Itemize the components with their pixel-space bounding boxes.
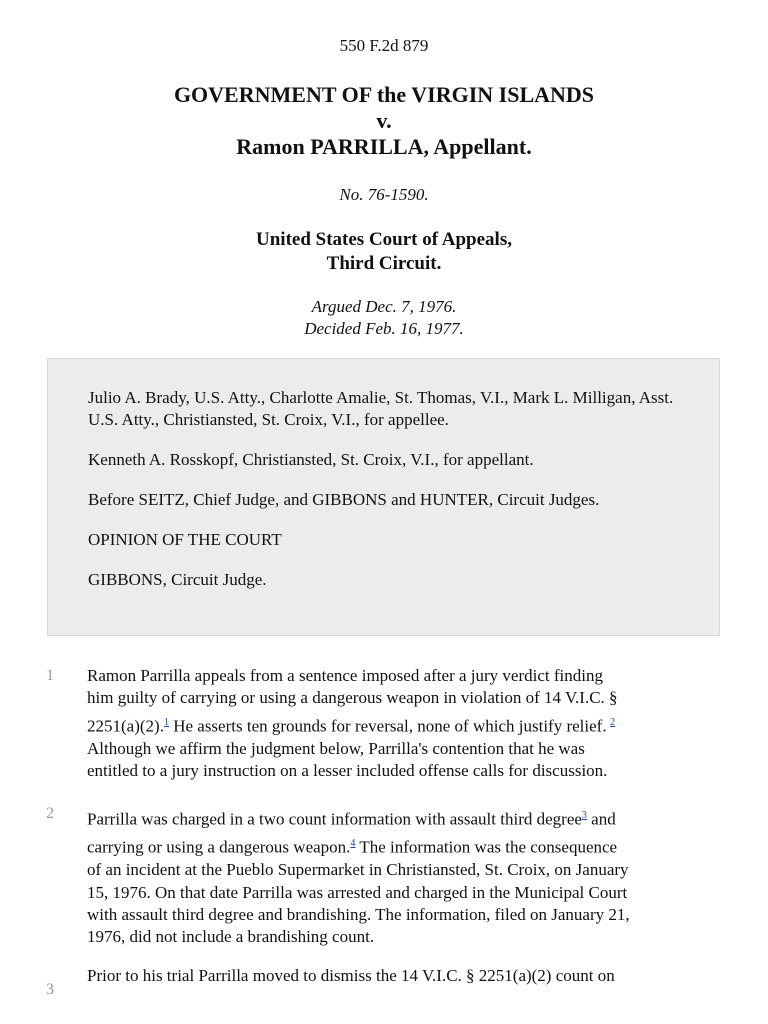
paragraph-text-run: Parrilla was charged in a two count information with assault third degree	[87, 809, 582, 829]
counsel-info-box	[47, 358, 720, 636]
opinion-author: GIBBONS, Circuit Judge.	[88, 570, 267, 589]
paragraph-text-run: and	[586, 809, 616, 829]
decided-date: Decided Feb. 16, 1977.	[304, 319, 464, 338]
paragraph-line: Prior to his trial Parrilla moved to dismiss the 14 V.I.C. § 2251(a)(2) count on	[87, 966, 615, 985]
case-title-versus: v.	[376, 108, 392, 133]
opinion-heading: OPINION OF THE COURT	[88, 530, 282, 549]
paragraph-line: entitled to a jury instruction on a lesser included offense calls for discussion.	[87, 761, 608, 781]
paragraph-text	[87, 665, 722, 783]
case-dates	[0, 296, 768, 340]
paragraph-line	[87, 803, 722, 831]
paragraph-line: 1976, did not include a brandishing count.	[87, 927, 375, 947]
paragraph-number: 1	[46, 667, 54, 684]
paragraph-text-run: carrying or using a dangerous weapon.	[87, 837, 351, 857]
case-title-party1: GOVERNMENT OF the VIRGIN ISLANDS	[173, 82, 595, 107]
paragraph-line: Although we affirm the judgment below, Parrilla's contention that he was	[87, 738, 585, 758]
paragraph-line: Ramon Parrilla appeals from a sentence imposed after a jury verdict finding	[87, 666, 603, 685]
court-name-line1: United States Court of Appeals,	[256, 229, 512, 250]
case-title-party2: Ramon PARRILLA, Appellant.	[236, 134, 532, 159]
paragraph-text-run: The information was the consequence	[355, 837, 618, 857]
footnote-link-2[interactable]: 2	[610, 716, 616, 728]
judges-panel: Before SEITZ, Chief Judge, and GIBBONS and HUNTER, Circuit Judges.	[88, 490, 600, 509]
footnote-link-3[interactable]: 3	[581, 810, 587, 821]
paragraph-text-run: He asserts ten grounds for reversal, none of which justify relief.	[168, 716, 607, 736]
paragraph-line	[87, 710, 722, 738]
paragraph-line: 15, 1976. On that date Parrilla was arrested and charged in the Municipal Court	[87, 882, 628, 902]
case-citation: 550 F.2d 879	[339, 36, 429, 55]
court-name-line2: Third Circuit.	[326, 253, 442, 274]
case-title	[0, 82, 768, 160]
paragraph-text-run: 2251(a)(2).	[87, 716, 164, 736]
paragraph-text	[87, 965, 722, 987]
footnote-link-4[interactable]: 4	[350, 838, 356, 850]
argued-date: Argued Dec. 7, 1976.	[311, 297, 457, 316]
paragraph-line: him guilty of carrying or using a dangerous weapon in violation of 14 V.I.C. §	[87, 688, 618, 708]
paragraph-text	[87, 803, 722, 949]
docket-number: No. 76-1590.	[339, 185, 429, 204]
footnote-link-1[interactable]: 1	[163, 716, 169, 728]
paragraph-number: 3	[46, 981, 54, 998]
paragraph-line: with assault third degree and brandishing. The information, filed on January 21,	[87, 904, 630, 924]
paragraph-line: of an incident at the Pueblo Supermarket in Christiansted, St. Croix, on January	[87, 860, 629, 880]
court-name	[0, 228, 768, 276]
appellant-counsel: Kenneth A. Rosskopf, Christiansted, St. Croix, V.I., for appellant.	[88, 450, 534, 469]
paragraph-line	[87, 831, 722, 859]
paragraph-number: 2	[46, 805, 54, 822]
appellee-counsel: Julio A. Brady, U.S. Atty., Charlotte Amalie, St. Thomas, V.I., Mark L. Milligan, Asst. U.S. Atty., Christiansted, St. Croix, V.I., for appellee.	[88, 388, 674, 429]
